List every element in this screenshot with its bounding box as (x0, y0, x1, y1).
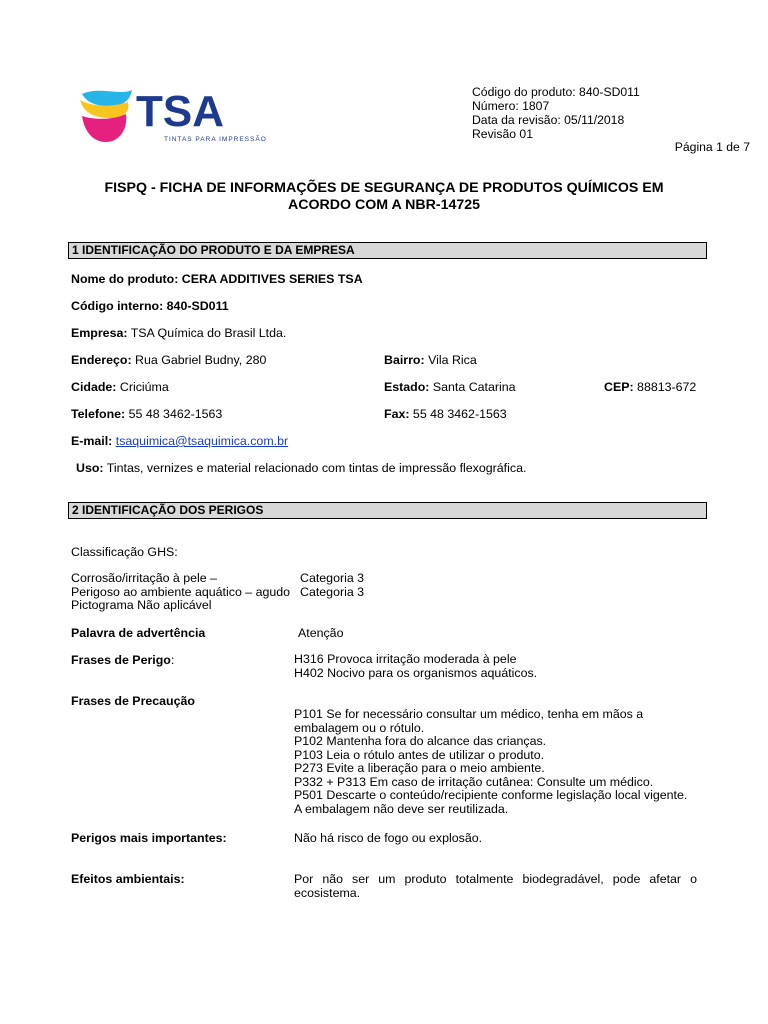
ghs-classes (71, 572, 290, 613)
company-value: TSA Química do Brasil Ltda. (127, 326, 287, 340)
tsa-logo (80, 86, 280, 156)
main-hazards-value: Não há risco de fogo ou explosão. (294, 831, 483, 845)
signal-word-label: Palavra de advertência (71, 626, 206, 640)
phone-label: Telefone: (71, 407, 126, 421)
city-row (71, 380, 169, 394)
precaution-phrase: A embalagem não deve ser reutilizada. (294, 801, 509, 816)
document-number: Número: 1807 (472, 99, 550, 113)
state-label: Estado: (384, 380, 430, 394)
revision-number: Revisão 01 (472, 127, 533, 141)
phone-value: 55 48 3462-1563 (125, 407, 223, 421)
email-link[interactable]: tsaquimica@tsaquimica.com.br (115, 434, 289, 448)
hazard-phrases-colon: : (170, 653, 175, 667)
title-line-1: FISPQ - FICHA DE INFORMAÇÕES DE SEGURANÇA DE PRODUTOS QUÍMICOS EM (104, 180, 664, 196)
cep-row (604, 380, 696, 394)
state-row (384, 380, 516, 394)
hazard-phrase: H402 Nocivo para os organismos aquáticos. (294, 665, 538, 680)
hazard-phrases-list (294, 653, 537, 680)
hazard-phrase: H316 Provoca irritação moderada à pele (294, 652, 517, 666)
company-row (71, 326, 286, 340)
city-label: Cidade: (71, 380, 117, 394)
precaution-phrase: P501 Descarte o conteúdo/recipiente conforme legislação local vigente. (294, 788, 688, 802)
use-row (76, 461, 526, 475)
precaution-phrase: P273 Evite a liberação para o meio ambiente. (294, 761, 545, 775)
ghs-categories (300, 572, 364, 599)
title-line-2: ACORDO COM A NBR-14725 (287, 197, 481, 213)
precaution-phrases-list (294, 708, 687, 816)
district-value: Vila Rica (424, 353, 477, 367)
fax-value: 55 48 3462-1563 (409, 407, 507, 421)
signal-word-value: Atenção (298, 626, 344, 640)
address-row (71, 353, 266, 367)
precaution-phrase: P103 Leia o rótulo antes de utilizar o produto. (294, 747, 545, 762)
precaution-phrases-label: Frases de Precaução (71, 694, 195, 708)
email-row (71, 434, 288, 448)
cep-value: 88813-672 (633, 380, 697, 394)
environmental-effects-label: Efeitos ambientais: (71, 872, 185, 886)
class-1-category: Categoria 3 (300, 571, 365, 585)
section-1-heading: 1 IDENTIFICAÇÃO DO PRODUTO E DA EMPRESA (68, 242, 707, 259)
hazard-phrases-row (71, 653, 174, 667)
product-code: Código do produto: 840-SD011 (472, 85, 640, 99)
fax-row (384, 407, 507, 421)
district-label: Bairro: (384, 353, 425, 367)
precaution-phrase: P332 + P313 Em caso de irritação cutânea: Consulte um médico. (294, 774, 654, 789)
ghs-classification-label: Classificação GHS: (71, 545, 178, 559)
internal-code: Código interno: 840-SD011 (71, 299, 229, 313)
page-number: Página 1 de 7 (674, 140, 750, 154)
precaution-phrase: embalagem ou o rótulo. (294, 720, 425, 735)
document-title (68, 180, 700, 214)
product-name: Nome do produto: CERA ADDITIVES SERIES TSA (71, 272, 363, 286)
svg-text:TINTAS PARA IMPRESSÃO: TINTAS PARA IMPRESSÃO (164, 136, 267, 143)
cep-label: CEP: (604, 380, 634, 394)
main-hazards-label: Perigos mais importantes: (71, 831, 227, 845)
class-1-name: Corrosão/irritação à pele – (71, 571, 218, 585)
document-meta (472, 85, 640, 141)
fax-label: Fax: (384, 407, 410, 421)
environmental-effects-value: Por não ser um produto totalmente biodegradável, pode afetar o ecosistema. (294, 872, 697, 900)
section-2-heading: 2 IDENTIFICAÇÃO DOS PERIGOS (68, 502, 707, 519)
state-value: Santa Catarina (429, 380, 516, 394)
use-label: Uso: (76, 461, 104, 475)
precaution-phrase: P102 Mantenha fora do alcance das crianças. (294, 734, 547, 748)
address-value: Rua Gabriel Budny, 280 (131, 353, 267, 367)
svg-text:TSA: TSA (136, 87, 224, 136)
phone-row (71, 407, 222, 421)
email-label: E-mail: (71, 434, 113, 448)
hazard-phrases-label: Frases de Perigo (71, 653, 171, 667)
address-label: Endereço: (71, 353, 132, 367)
class-2-name: Perigoso ao ambiente aquático – agudo (71, 584, 291, 599)
class-2-category: Categoria 3 (300, 584, 365, 599)
company-label: Empresa: (71, 326, 128, 340)
city-value: Criciúma (116, 380, 169, 394)
tsa-logo-mark (80, 86, 280, 156)
precaution-phrase: P101 Se for necessário consultar um médico, tenha em mãos a (294, 707, 644, 721)
use-value: Tintas, vernizes e material relacionado com tintas de impressão flexográfica. (103, 461, 527, 475)
district-row (384, 353, 477, 367)
revision-date: Data da revisão: 05/11/2018 (472, 113, 625, 127)
pictogram-line: Pictograma Não aplicável (71, 598, 212, 612)
